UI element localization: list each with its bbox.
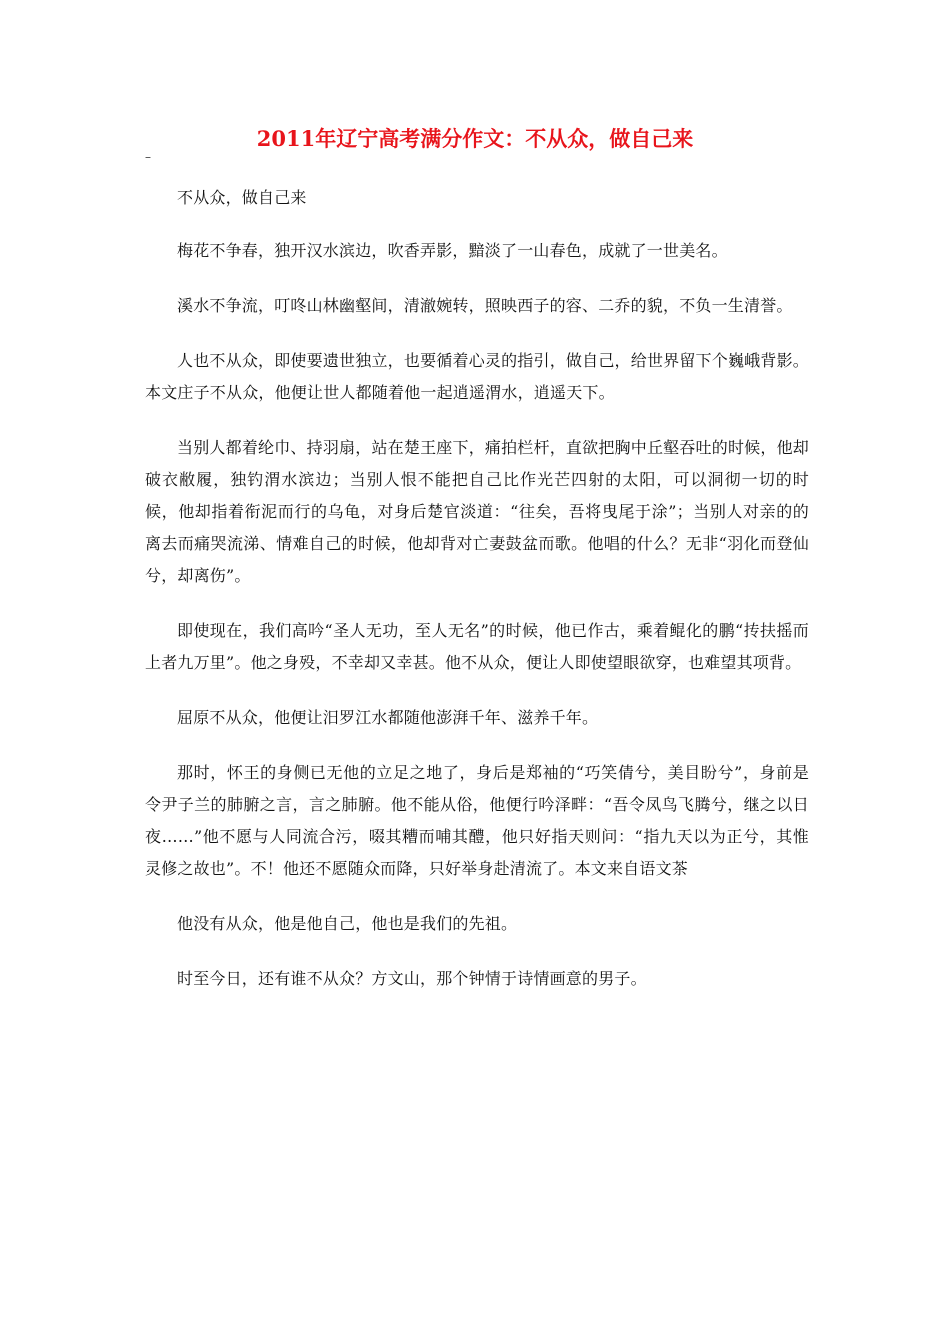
- document-title: 2011年辽宁高考满分作文：不从众，做自己来: [256, 126, 694, 151]
- paragraph: 人也不从众，即使要遗世独立，也要循着心灵的指引，做自己，给世界留下个巍峨背影。本文庄子不从众，他便让世人都随着他一起逍遥渭水，逍遥天下。: [145, 351, 809, 402]
- paragraph: 即使现在，我们高吟“圣人无功，至人无名”的时候，他已作古，乘着鲲化的鹏“抟扶摇而上者九万里”。他之身殁，不幸却又幸甚。他不从众，便让人即使望眼欲穿，也难望其项背。: [145, 621, 809, 672]
- essay-body: [145, 182, 809, 1018]
- paragraph: 他没有从众，他是他自己，他也是我们的先祖。: [177, 914, 518, 933]
- essay-subtitle: 不从众，做自己来: [177, 188, 307, 207]
- paragraph: 那时，怀王的身侧已无他的立足之地了，身后是郑袖的“巧笑倩兮，美目盼兮”，身前是令尹子兰的肺腑之言，言之肺腑。他不能从俗，他便行吟泽畔：“吾令凤鸟飞腾兮，继之以日夜……”他不愿与人同流合污，啜其糟而哺其醴，他只好指天则问：“指九天以为正兮，其惟灵修之故也”。不！他还不愿随众而降，只好举身赴清流了。本文来自语文茶: [145, 763, 809, 878]
- paragraph: 时至今日，还有谁不从众？方文山，那个钟情于诗情画意的男子。: [177, 969, 647, 988]
- paragraph: 溪水不争流，叮咚山林幽壑间，清澈婉转，照映西子的容、二乔的貌，不负一生清誉。: [177, 296, 793, 315]
- paragraph: 梅花不争春，独开汉水滨边，吹香弄影，黯淡了一山春色，成就了一世美名。: [177, 241, 728, 260]
- dash-mark: –: [145, 150, 151, 164]
- paragraph: 屈原不从众，他便让汨罗江水都随他澎湃千年、滋养千年。: [177, 708, 599, 727]
- paragraph: 当别人都着纶巾、持羽扇，站在楚王座下，痛拍栏杆，直欲把胸中丘壑吞吐的时候，他却破衣敝履，独钓渭水滨边；当别人恨不能把自己比作光芒四射的太阳，可以洞彻一切的时候，他却指着衔泥而行的乌龟，对身后楚官淡道：“往矣，吾将曳尾于涂”；当别人对亲的的离去而痛哭流涕、情难自己的时候，他却背对亡妻鼓盆而歌。他唱的什么？无非“羽化而登仙兮，却离伤”。: [145, 438, 809, 585]
